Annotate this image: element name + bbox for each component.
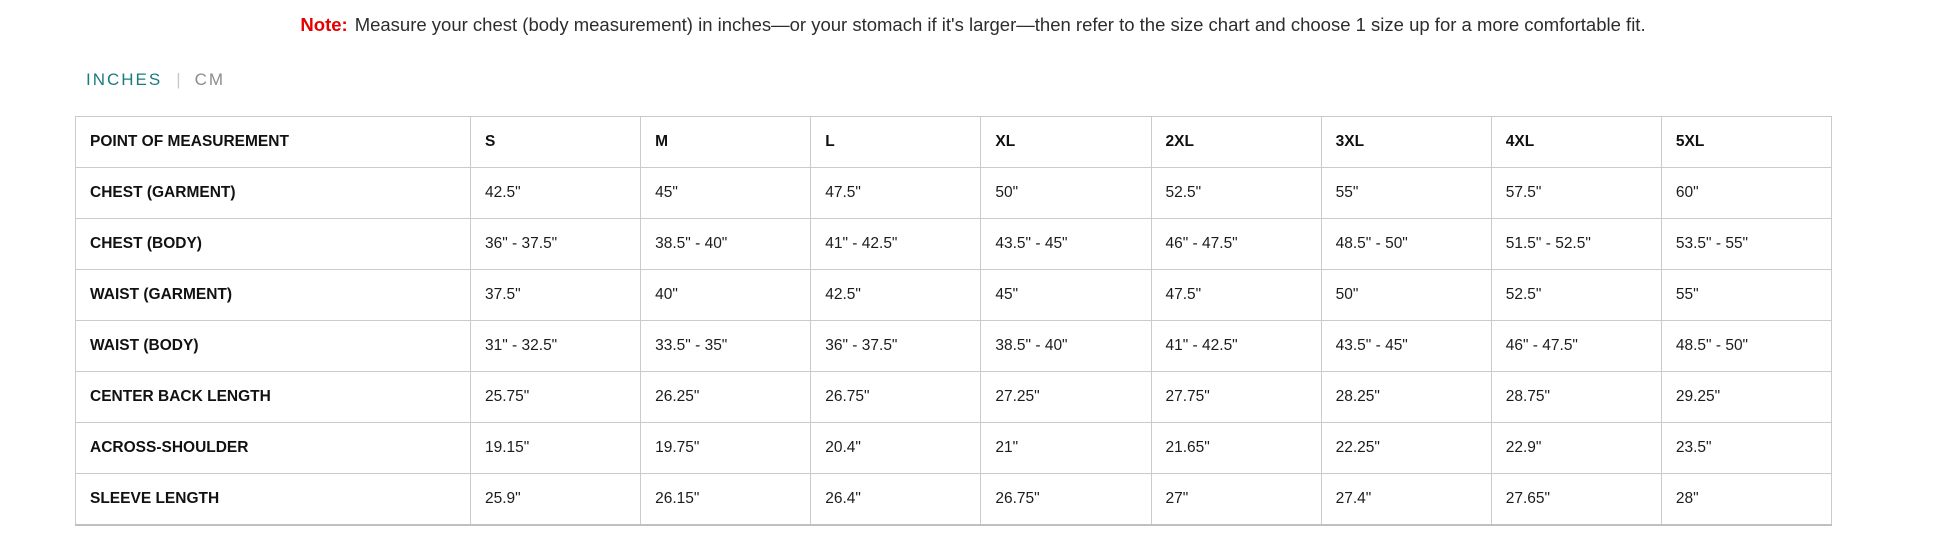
measurement-cell: 51.5" - 52.5"	[1491, 219, 1661, 270]
measurement-cell: 26.75"	[981, 474, 1151, 525]
measurement-cell: 28.25"	[1321, 372, 1491, 423]
measurement-cell: 37.5"	[471, 270, 641, 321]
row-label: CHEST (BODY)	[76, 219, 471, 270]
measurement-cell: 25.75"	[471, 372, 641, 423]
measurement-cell: 45"	[981, 270, 1151, 321]
unit-cm-tab[interactable]: CM	[194, 70, 226, 90]
measurement-cell: 27.4"	[1321, 474, 1491, 525]
measurement-cell: 55"	[1661, 270, 1831, 321]
column-header-size-2xl: 2XL	[1151, 117, 1321, 168]
measurement-cell: 28.75"	[1491, 372, 1661, 423]
measurement-cell: 36" - 37.5"	[811, 321, 981, 372]
measurement-cell: 26.75"	[811, 372, 981, 423]
measurement-cell: 45"	[641, 168, 811, 219]
measurement-cell: 42.5"	[811, 270, 981, 321]
column-header-size-s: S	[471, 117, 641, 168]
measurement-cell: 21.65"	[1151, 423, 1321, 474]
measurement-cell: 29.25"	[1661, 372, 1831, 423]
table-row	[76, 474, 1832, 525]
measurement-cell: 41" - 42.5"	[811, 219, 981, 270]
table-row	[76, 321, 1832, 372]
measurement-cell: 27.25"	[981, 372, 1151, 423]
measurement-cell: 50"	[1321, 270, 1491, 321]
measurement-cell: 48.5" - 50"	[1661, 321, 1831, 372]
measurement-cell: 48.5" - 50"	[1321, 219, 1491, 270]
measurement-note	[0, 0, 1946, 37]
measurement-cell: 26.25"	[641, 372, 811, 423]
measurement-cell: 23.5"	[1661, 423, 1831, 474]
measurement-cell: 33.5" - 35"	[641, 321, 811, 372]
table-row	[76, 423, 1832, 474]
unit-inches-tab[interactable]: INCHES	[86, 70, 163, 90]
size-chart-head	[76, 117, 1832, 168]
unit-toggle	[86, 70, 1946, 90]
row-label: WAIST (BODY)	[76, 321, 471, 372]
measurement-cell: 47.5"	[811, 168, 981, 219]
column-header-size-5xl: 5XL	[1661, 117, 1831, 168]
column-header-size-xl: XL	[981, 117, 1151, 168]
table-row	[76, 270, 1832, 321]
row-label: ACROSS-SHOULDER	[76, 423, 471, 474]
measurement-cell: 55"	[1321, 168, 1491, 219]
column-header-point-of-measurement: POINT OF MEASUREMENT	[76, 117, 471, 168]
measurement-cell: 40"	[641, 270, 811, 321]
row-label: WAIST (GARMENT)	[76, 270, 471, 321]
measurement-cell: 43.5" - 45"	[981, 219, 1151, 270]
measurement-cell: 31" - 32.5"	[471, 321, 641, 372]
measurement-cell: 38.5" - 40"	[981, 321, 1151, 372]
measurement-cell: 53.5" - 55"	[1661, 219, 1831, 270]
measurement-cell: 26.4"	[811, 474, 981, 525]
note-text: Measure your chest (body measurement) in inches—or your stomach if it's larger—then refer to the size chart and choose 1 size up for a more comfortable fit.	[354, 14, 1646, 35]
measurement-cell: 47.5"	[1151, 270, 1321, 321]
measurement-cell: 22.9"	[1491, 423, 1661, 474]
measurement-cell: 36" - 37.5"	[471, 219, 641, 270]
table-row	[76, 372, 1832, 423]
measurement-cell: 19.15"	[471, 423, 641, 474]
measurement-cell: 26.15"	[641, 474, 811, 525]
measurement-cell: 43.5" - 45"	[1321, 321, 1491, 372]
row-label: CHEST (GARMENT)	[76, 168, 471, 219]
column-header-size-3xl: 3XL	[1321, 117, 1491, 168]
measurement-cell: 52.5"	[1151, 168, 1321, 219]
measurement-cell: 41" - 42.5"	[1151, 321, 1321, 372]
measurement-cell: 57.5"	[1491, 168, 1661, 219]
size-chart-body	[76, 168, 1832, 525]
measurement-cell: 52.5"	[1491, 270, 1661, 321]
measurement-cell: 38.5" - 40"	[641, 219, 811, 270]
measurement-cell: 27.65"	[1491, 474, 1661, 525]
measurement-cell: 42.5"	[471, 168, 641, 219]
measurement-cell: 20.4"	[811, 423, 981, 474]
column-header-size-m: M	[641, 117, 811, 168]
measurement-cell: 46" - 47.5"	[1151, 219, 1321, 270]
measurement-cell: 27.75"	[1151, 372, 1321, 423]
row-label: SLEEVE LENGTH	[76, 474, 471, 525]
table-row	[76, 168, 1832, 219]
size-chart-table	[75, 116, 1832, 526]
measurement-cell: 50"	[981, 168, 1151, 219]
header-row	[76, 117, 1832, 168]
measurement-cell: 46" - 47.5"	[1491, 321, 1661, 372]
measurement-cell: 19.75"	[641, 423, 811, 474]
row-label: CENTER BACK LENGTH	[76, 372, 471, 423]
measurement-cell: 60"	[1661, 168, 1831, 219]
column-header-size-4xl: 4XL	[1491, 117, 1661, 168]
note-label: Note:	[300, 14, 348, 35]
unit-toggle-divider: |	[176, 70, 181, 90]
measurement-cell: 27"	[1151, 474, 1321, 525]
measurement-cell: 25.9"	[471, 474, 641, 525]
measurement-cell: 21"	[981, 423, 1151, 474]
column-header-size-l: L	[811, 117, 981, 168]
table-row	[76, 219, 1832, 270]
measurement-cell: 28"	[1661, 474, 1831, 525]
measurement-cell: 22.25"	[1321, 423, 1491, 474]
